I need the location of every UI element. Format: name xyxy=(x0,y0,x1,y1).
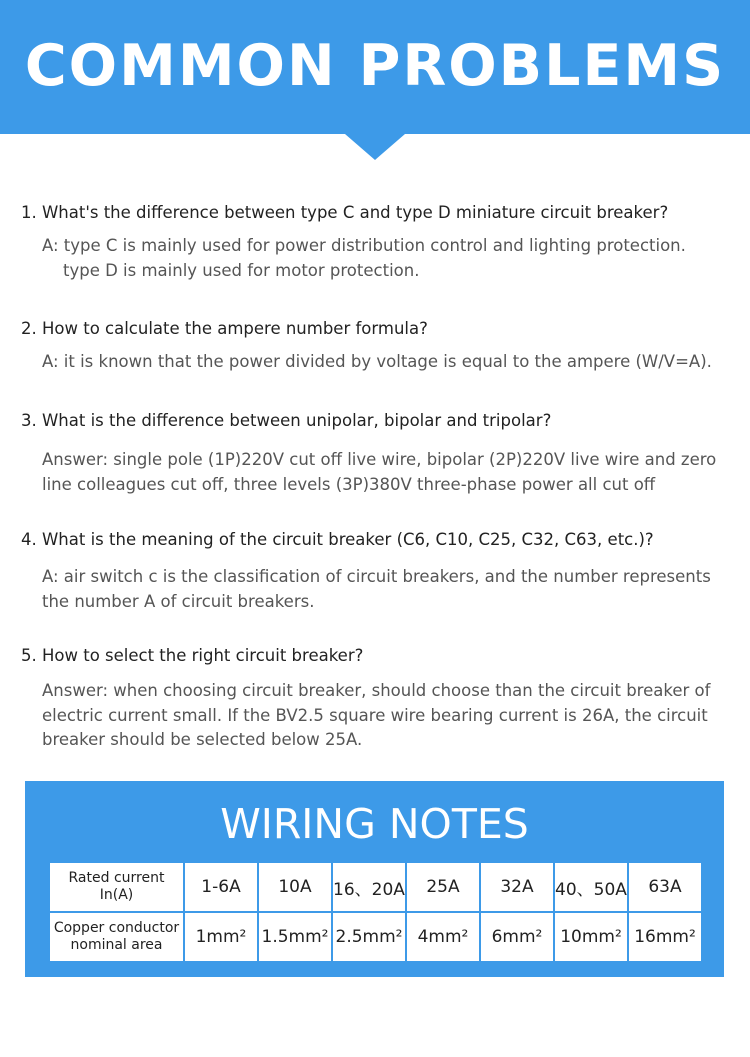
faq-answer-line: Answer: single pole (1P)220V cut off live wire, bipolar (2P)220V live wire and zero xyxy=(42,450,717,469)
faq-answer-line: the number A of circuit breakers. xyxy=(42,591,315,611)
table-cell: 2.5mm² xyxy=(332,912,406,962)
table-row xyxy=(49,862,702,912)
table-cell: 25A xyxy=(406,862,480,912)
faq-answer xyxy=(42,234,721,283)
faq-answer-line: type D is mainly used for motor protection. xyxy=(63,260,420,280)
faq-question: 4. What is the meaning of the circuit breaker (C6, C10, C25, C32, C63, etc.)? xyxy=(21,530,654,549)
table-cell: 1-6A xyxy=(184,862,258,912)
faq-answer xyxy=(42,565,721,614)
banner-pointer-arrow xyxy=(345,134,405,160)
wiring-notes-panel xyxy=(25,781,724,977)
faq-answer xyxy=(42,350,721,375)
table-row xyxy=(49,912,702,962)
faq-answer xyxy=(42,679,721,753)
faq-question: 2. How to calculate the ampere number formula? xyxy=(21,319,428,338)
row-header-line: nominal area xyxy=(70,937,163,953)
faq-answer-line: line colleagues cut off, three levels (3P)380V three-phase power all cut off xyxy=(42,474,656,494)
faq-item-5 xyxy=(21,643,721,753)
row-header-line: Rated current xyxy=(68,870,165,886)
faq-item-3 xyxy=(21,408,721,497)
table-cell: 4mm² xyxy=(406,912,480,962)
table-cell: 32A xyxy=(480,862,554,912)
faq-question: 3. What is the difference between unipolar, bipolar and tripolar? xyxy=(21,411,552,430)
wiring-table xyxy=(48,861,703,963)
faq-answer-line: A: air switch c is the classification of circuit breakers, and the number represents xyxy=(42,567,711,586)
table-cell: 16mm² xyxy=(628,912,702,962)
faq-answer-line: electric current small. If the BV2.5 square wire bearing current is 26A, the circuit xyxy=(42,705,708,725)
faq-item-2 xyxy=(21,316,721,375)
faq-answer-line: Answer: when choosing circuit breaker, should choose than the circuit breaker of xyxy=(42,681,711,700)
faq-question: 1. What's the difference between type C and type D miniature circuit breaker? xyxy=(21,203,669,222)
wiring-notes-title: WIRING NOTES xyxy=(220,800,529,848)
table-cell: 40、50A xyxy=(554,862,628,912)
table-cell: 1.5mm² xyxy=(258,912,332,962)
row-header xyxy=(49,862,184,912)
faq-answer xyxy=(42,448,721,497)
table-cell: 16、20A xyxy=(332,862,406,912)
page-title: COMMON PROBLEMS xyxy=(24,33,726,99)
faq-item-1 xyxy=(21,200,721,283)
header-banner xyxy=(0,0,750,134)
row-header-line: In(A) xyxy=(99,887,134,903)
faq-answer-line: A: type C is mainly used for power distribution control and lighting protection. xyxy=(42,236,686,255)
faq-answer-line: A: it is known that the power divided by voltage is equal to the ampere (W/V=A). xyxy=(42,352,712,371)
table-cell: 1mm² xyxy=(184,912,258,962)
table-cell: 10mm² xyxy=(554,912,628,962)
faq-answer-line: breaker should be selected below 25A. xyxy=(42,730,363,749)
row-header-line: Copper conductor xyxy=(53,920,180,936)
table-cell: 6mm² xyxy=(480,912,554,962)
row-header xyxy=(49,912,184,962)
table-cell: 10A xyxy=(258,862,332,912)
faq-item-4 xyxy=(21,527,721,614)
faq-question: 5. How to select the right circuit breaker? xyxy=(21,646,364,665)
table-cell: 63A xyxy=(628,862,702,912)
